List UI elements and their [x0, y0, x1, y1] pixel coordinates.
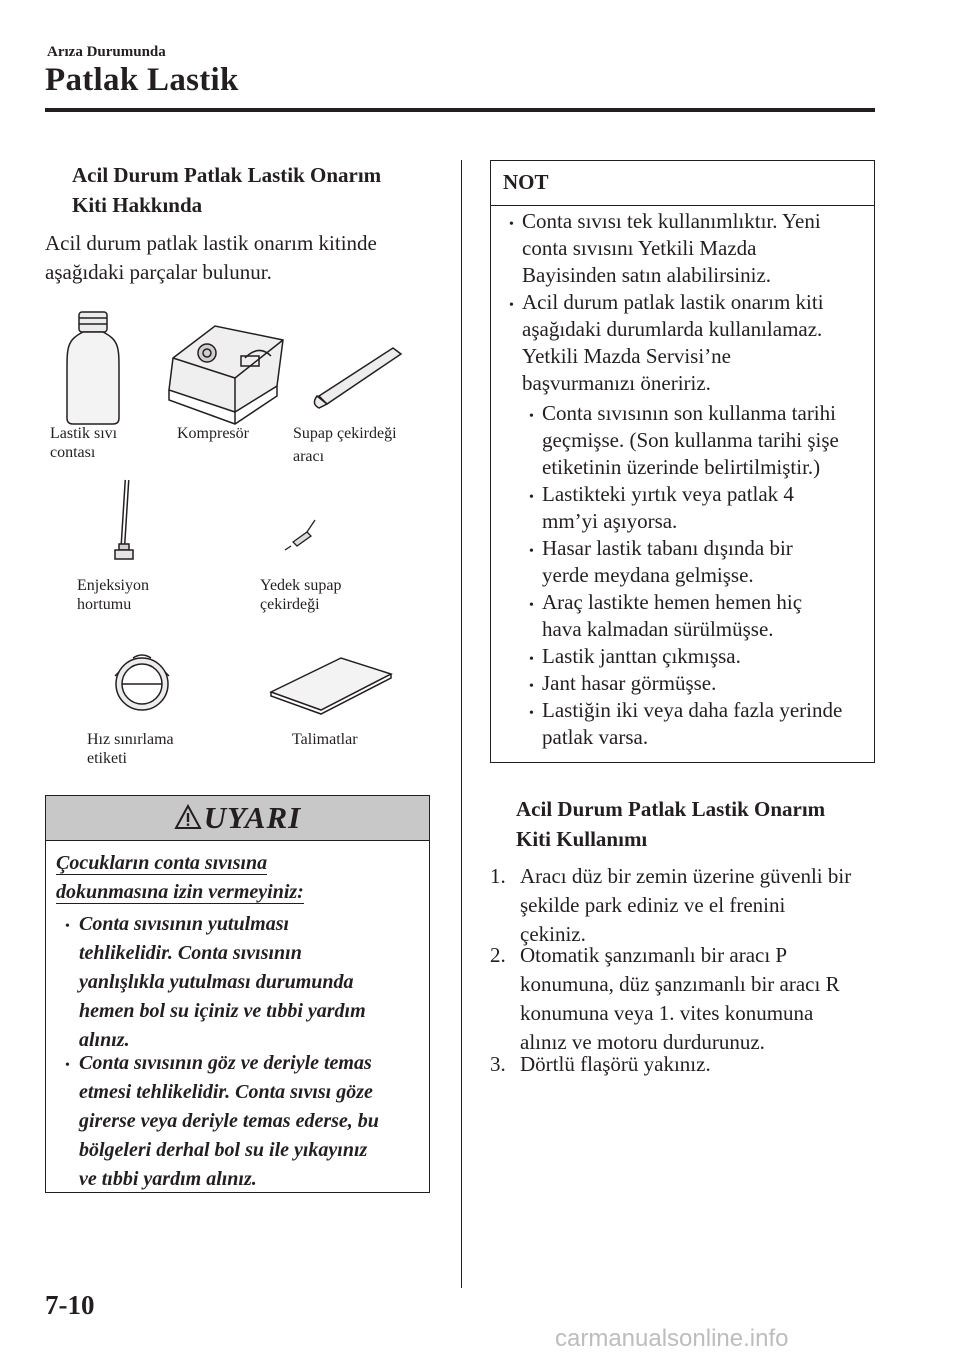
caption-sealant: Lastik sıvı contası — [50, 425, 118, 461]
injection-hose-icon — [115, 480, 133, 559]
step-3-number: 3. — [490, 1052, 506, 1076]
speed-limit-label-icon — [115, 655, 169, 710]
note-subitem-1: Conta sıvısının son kullanma tarihi geçmişse. (Son kullanma tarihi şişe etiketinin üzerinde belirtilmiştir.) — [542, 401, 839, 479]
note-subitem-4: Araç lastikte hemen hemen hiç hava kalmadan sürülmüşse. — [542, 590, 803, 641]
page-title: Patlak Lastik — [45, 62, 239, 98]
intro-text: Acil durum patlak lastik onarım kitinde aşağıdaki parçalar bulunur. — [45, 231, 377, 284]
warning-subheading: Çocukların conta sıvısına dokunmasına izin vermeyiniz: — [56, 852, 304, 903]
caption-speed-limit-label: Hız sınırlama etiketi — [87, 731, 174, 767]
caption-injection-hose: Enjeksiyon hortumu — [77, 577, 149, 613]
header-rule — [45, 108, 875, 112]
note-item-2: Acil durum patlak lastik onarım kiti aşağıdaki durumlarda kullanılamaz. Yetkili Mazda Servisi’ne başvurmanızı öneririz. — [522, 290, 824, 395]
page-number: 7-10 — [45, 1290, 95, 1320]
usage-heading: Acil Durum Patlak Lastik Onarım Kiti Kullanımı — [516, 797, 826, 851]
warning-box — [45, 795, 430, 1193]
bullet-dot: • — [529, 544, 534, 559]
valve-core-tool-icon — [314, 348, 401, 408]
bullet-dot: • — [65, 919, 70, 934]
compressor-icon — [169, 326, 283, 424]
bullet-dot: • — [529, 706, 534, 721]
step-1-number: 1. — [490, 864, 506, 888]
bullet-dot: • — [529, 490, 534, 505]
note-item-1: Conta sıvısı tek kullanımlıktır. Yeni conta sıvısını Yetkili Mazda Bayisinden satın alabilirsiniz. — [522, 209, 821, 287]
column-divider — [461, 160, 462, 1288]
caption-spare-valve-core: Yedek supap çekirdeği — [260, 577, 342, 613]
spare-valve-core-icon — [285, 520, 315, 550]
note-subitem-3: Hasar lastik tabanı dışında bir yerde meydana gelmişse. — [542, 536, 793, 587]
note-header — [491, 161, 874, 206]
step-2-text: Otomatik şanzımanlı bir aracı P konumuna, düz şanzımanlı bir aracı R konumuna veya 1. vites konumuna alınız ve motoru durdurunuz. — [520, 943, 840, 1054]
bullet-dot: • — [529, 679, 534, 694]
step-2-number: 2. — [490, 943, 506, 967]
kit-parts-illustration — [45, 300, 445, 730]
watermark: carmanualsonline.info — [555, 1325, 789, 1352]
bullet-dot: • — [65, 1058, 70, 1073]
warning-header — [46, 796, 429, 841]
bullet-dot: • — [509, 298, 514, 313]
step-3-text: Dörtlü flaşörü yakınız. — [520, 1052, 711, 1076]
warning-triangle-icon — [174, 804, 202, 830]
section-heading: Acil Durum Patlak Lastik Onarım Kiti Hakkında — [72, 163, 382, 217]
caption-valve-core-tool: Supap çekirdeği aracı — [293, 425, 397, 465]
note-subitem-5: Lastik janttan çıkmışsa. — [542, 644, 741, 668]
bullet-dot: • — [529, 409, 534, 424]
note-subitem-6: Jant hasar görmüşse. — [542, 671, 717, 695]
instructions-booklet-icon — [271, 658, 391, 714]
warning-bullet-1: Conta sıvısının yutulması tehlikelidir. Conta sıvısının yanlışlıkla yutulması durumunda hemen bol su içiniz ve tıbbi yardım alınız. — [79, 913, 366, 1051]
note-subitem-7: Lastiğin iki veya daha fazla yerinde patlak varsa. — [542, 698, 843, 749]
warning-bullet-2: Conta sıvısının göz ve deriyle temas etmesi tehlikelidir. Conta sıvısı göze girerse veya deriyle temas ederse, bu bölgeleri derhal bol su ile yıkayınız ve tıbbi yardım alınız. — [79, 1052, 379, 1190]
warning-title: UYARI — [46, 800, 429, 836]
bullet-dot: • — [529, 598, 534, 613]
note-box — [490, 160, 875, 763]
caption-instructions: Talimatlar — [292, 731, 358, 748]
breadcrumb: Arıza Durumunda — [47, 44, 166, 60]
bullet-dot: • — [509, 217, 514, 232]
step-1-text: Aracı düz bir zemin üzerine güvenli bir şekilde park ediniz ve el frenini çekiniz. — [520, 864, 852, 946]
bullet-dot: • — [529, 652, 534, 667]
sealant-bottle-icon — [67, 312, 119, 424]
caption-compressor: Kompresör — [177, 425, 249, 442]
note-title: NOT — [503, 170, 549, 194]
note-subitem-2: Lastikteki yırtık veya patlak 4 mm’yi aşıyorsa. — [542, 482, 794, 533]
